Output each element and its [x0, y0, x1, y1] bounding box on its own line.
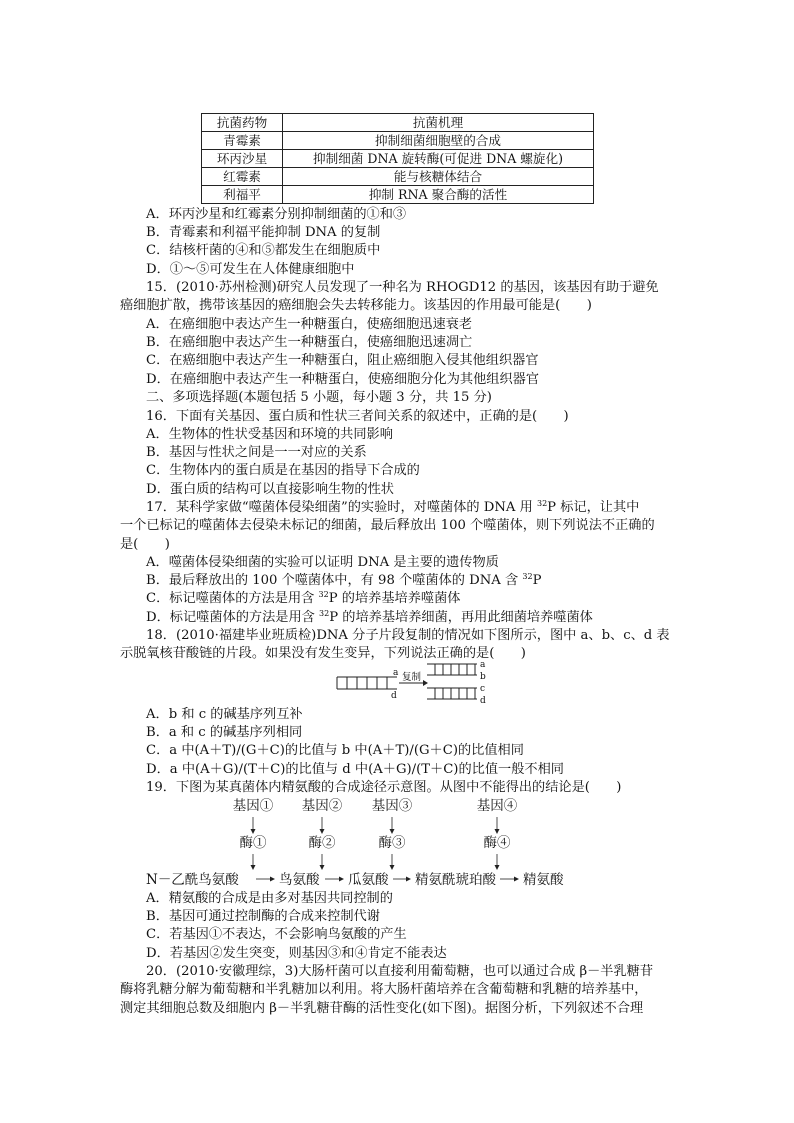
table-header: 抗菌药物	[202, 114, 283, 132]
q20-stem-cont: 酶将乳糖分解为葡萄糖和半乳糖加以利用。将大肠杆菌培养在含葡萄糖和乳糖的培养基中，	[120, 982, 648, 997]
arrow-label: 复制	[402, 672, 422, 683]
q20-stem: 20．(2010·安徽理综，3)大肠杆菌可以直接利用葡萄糖，也可以通过合成 β－半乳糖苷	[146, 964, 654, 979]
metabolite-label: 精氨酰琥珀酸	[415, 872, 496, 888]
q15-stem-cont: 癌细胞扩散，携带该基因的癌细胞会失去转移能力。该基因的作用最可能是( )	[120, 298, 592, 313]
q18-stem: 18．(2010·福建毕业班质检)DNA 分子片段复制的情况如下图所示，图中 a、b、c、d 表	[146, 628, 670, 643]
table-cell: 环丙沙星	[202, 150, 283, 168]
q19-option-b: B．基因可通过控制酶的合成来控制代谢	[146, 909, 380, 924]
strand-label: d	[480, 696, 486, 706]
q17-stem-text: P 标记，让其中	[547, 500, 640, 515]
q16-stem: 16．下面有关基因、蛋白质和性状三者间关系的叙述中，正确的是( )	[146, 409, 569, 424]
q17-stem-cont: 是( )	[120, 537, 170, 552]
q15-option-d: D．在癌细胞中表达产生一种糖蛋白，使癌细胞分化为其他组织器官	[146, 372, 540, 387]
metabolite-label: 精氨酸	[523, 872, 564, 888]
isotope-superscript: 32	[318, 590, 329, 599]
q14-option-c: C．结核杆菌的④和⑤都发生在细胞质中	[146, 243, 381, 258]
strand-label: c	[480, 684, 486, 694]
section-heading: 二、多项选择题(本题包括 5 小题，每小题 3 分，共 15 分)	[146, 390, 492, 405]
q15-option-c: C．在癌细胞中表达产生一种糖蛋白，阻止癌细胞入侵其他组织器官	[146, 353, 539, 368]
gene-label: 基因②	[301, 798, 343, 814]
enzyme-label: 酶③	[378, 835, 406, 851]
arginine-pathway-diagram	[140, 796, 580, 890]
table-cell: 能与核糖体结合	[283, 168, 594, 186]
q19-option-d: D．若基因②发生突变，则基因③和④肯定不能表达	[146, 946, 447, 961]
table-row	[202, 150, 594, 168]
strand-label: a	[480, 660, 486, 670]
q18-option-b: B．a 和 c 的碱基序列相同	[146, 725, 303, 740]
q17-option-text: C．标记噬菌体的方法是用含	[146, 591, 319, 606]
q20-stem-cont: 测定其细胞总数及细胞内 β－半乳糖苷酶的活性变化(如下图)。据图分析，下列叙述不合理	[120, 1001, 644, 1016]
q16-option-d: D．蛋白质的结构可以直接影响生物的性状	[146, 482, 394, 497]
q18-option-c: C．a 中(A＋T)/(G＋C)的比值与 b 中(A＋T)/(G＋C)的比值相同	[146, 743, 524, 758]
table-cell: 红霉素	[202, 168, 283, 186]
q14-option-b: B．青霉素和利福平能抑制 DNA 的复制	[146, 225, 381, 240]
q17-stem-cont: 一个已标记的噬菌体去侵染未标记的细菌，最后释放出 100 个噬菌体，则下列说法不正确的	[120, 518, 655, 533]
q17-option-d	[146, 609, 593, 627]
antibiotic-table	[201, 113, 594, 204]
q16-option-c: C．生物体内的蛋白质是在基因的指导下合成的	[146, 463, 420, 478]
q18-option-a: A．b 和 c 的碱基序列互补	[146, 707, 303, 722]
q17-option-text: D．标记噬菌体的方法是用含	[146, 610, 320, 625]
metabolite-label: 鸟氨酸	[279, 872, 320, 888]
enzyme-label: 酶④	[483, 835, 511, 851]
q15-option-b: B．在癌细胞中表达产生一种糖蛋白，使癌细胞迅速凋亡	[146, 335, 473, 350]
table-row	[202, 132, 594, 150]
daughter-dna-strand	[427, 688, 477, 699]
table-cell: 抑制 RNA 聚合酶的活性	[283, 186, 594, 204]
q17-option-text: B．最后释放出的 100 个噬菌体中，有 98 个噬菌体的 DNA 含	[146, 573, 523, 588]
isotope-superscript: 32	[536, 499, 548, 508]
isotope-superscript: 32	[319, 609, 330, 618]
q16-option-a: A．生物体的性状受基因和环境的共同影响	[146, 427, 393, 442]
strand-label: a	[393, 668, 399, 678]
metabolite-label: 瓜氨酸	[348, 872, 389, 888]
enzyme-label: 酶②	[308, 835, 336, 851]
table-cell: 抑制细菌细胞壁的合成	[283, 132, 594, 150]
gene-label: 基因④	[476, 798, 518, 814]
table-cell: 青霉素	[202, 132, 283, 150]
table-header: 抗菌机理	[283, 114, 594, 132]
table-cell: 利福平	[202, 186, 283, 204]
isotope-superscript: 32	[522, 572, 533, 581]
q17-option-text: P 的培养基培养细菌，再用此细菌培养噬菌体	[329, 610, 593, 625]
q17-stem-text: 17．某科学家做“噬菌体侵染细菌”的实验时，对噬菌体的 DNA 用	[146, 500, 537, 515]
gene-label: 基因①	[232, 798, 274, 814]
table-row	[202, 168, 594, 186]
q17-option-c	[146, 590, 460, 608]
q19-option-c: C．若基因①不表达，不会影响鸟氨酸的产生	[146, 927, 407, 942]
q15-stem: 15．(2010·苏州检测)研究人员发现了一种名为 RHOGD12 的基因，该基因有助于避免	[146, 280, 659, 295]
q17-option-a: A．噬菌体侵染细菌的实验可以证明 DNA 是主要的遗传物质	[146, 555, 499, 570]
q14-option-d: D．①～⑤可发生在人体健康细胞中	[146, 262, 355, 277]
parent-dna-strand	[337, 677, 397, 689]
enzyme-label: 酶①	[239, 835, 267, 851]
metabolite-label: N－乙酰鸟氨酸	[146, 872, 239, 888]
q17-stem	[146, 499, 639, 517]
q19-stem: 19．下图为某真菌体内精氨酸的合成途径示意图。从图中不能得出的结论是( )	[146, 780, 622, 795]
table-row	[202, 186, 594, 204]
strand-label: d	[391, 691, 397, 701]
q18-stem-cont: 示脱氧核苷酸链的片段。如果没有发生变异，下列说法正确的是( )	[120, 646, 526, 661]
table-header-row	[202, 114, 594, 132]
gene-label: 基因③	[371, 798, 413, 814]
strand-label: b	[480, 672, 486, 682]
q19-option-a: A．精氨酸的合成是由多对基因共同控制的	[146, 891, 393, 906]
q16-option-b: B．基因与性状之间是一一对应的关系	[146, 445, 367, 460]
q17-option-text: P	[532, 573, 542, 588]
q17-option-b	[146, 572, 541, 590]
dna-replication-diagram	[335, 660, 495, 706]
table-cell: 抑制细菌 DNA 旋转酶(可促进 DNA 螺旋化)	[283, 150, 594, 168]
daughter-dna-strand	[427, 664, 477, 675]
down-arrows	[251, 817, 500, 870]
q18-option-d: D．a 中(A＋G)/(T＋C)的比值与 d 中(A＋G)/(T＋C)的比值一般不相同	[146, 762, 564, 777]
q15-option-a: A．在癌细胞中表达产生一种糖蛋白，使癌细胞迅速衰老	[146, 317, 473, 332]
q17-option-text: P 的培养基培养噬菌体	[328, 591, 461, 606]
q14-option-a: A．环丙沙星和红霉素分别抑制细菌的①和③	[146, 207, 407, 222]
